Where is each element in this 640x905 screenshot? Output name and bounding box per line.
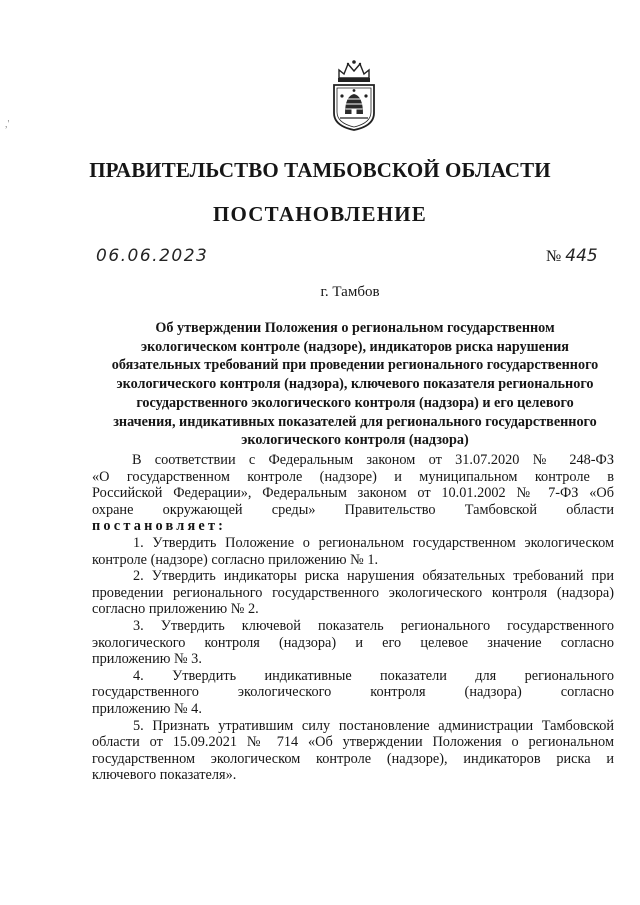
body-line: охране окружающей среды» Правительство Тамбовской области xyxy=(92,501,614,518)
document-heading xyxy=(90,319,620,450)
document-city: г. Тамбов xyxy=(320,284,380,300)
body-line: согласно приложению № 2. xyxy=(92,601,259,618)
document-date: 06.06.2023 xyxy=(96,246,209,266)
list-item-3 xyxy=(92,618,614,668)
heading-line: экологического контроля (надзора) xyxy=(241,432,469,449)
heading-line: значения, индикативных показателей для регионального государственного xyxy=(113,413,597,430)
list-item-5 xyxy=(92,718,614,784)
heading-line: экологическом контроле (надзоре), индикаторов риска нарушения xyxy=(141,338,569,355)
body-line: «О государственном контроле (надзоре) и муниципальном контроле в xyxy=(92,468,614,485)
document-number: 445 xyxy=(565,246,598,266)
body-line: государственного экологического контроля (надзора) согласно xyxy=(92,684,614,701)
heading-line: обязательных требований при проведении регионального государственного xyxy=(111,357,599,374)
body-line: проведении регионального государственного экологического контроля (надзора) xyxy=(92,584,614,601)
body-line: приложению № 3. xyxy=(92,651,202,668)
body-line: Российской Федерации», Федеральным законом от 10.01.2002 № 7-ФЗ «Об xyxy=(92,485,614,502)
document-body xyxy=(92,452,614,784)
body-line: области от 15.09.2021 № 714 «Об утверждении Положения о региональном xyxy=(92,734,614,751)
document-number-block xyxy=(546,246,598,266)
body-line: контроле (надзоре) согласно приложению № 1. xyxy=(92,551,379,568)
body-line: 2. Утвердить индикаторы риска нарушения обязательных требований при xyxy=(133,568,614,585)
decree-word: постановляет: xyxy=(92,518,227,535)
heading-line: государственного экологического контроля (надзора) и его целевого xyxy=(136,394,574,411)
heading-line: экологического контроля (надзора), ключевого показателя регионального xyxy=(116,376,594,393)
list-item-2 xyxy=(92,568,614,618)
list-item-4 xyxy=(92,668,614,718)
document-type: ПОСТАНОВЛЕНИЕ xyxy=(212,202,428,226)
tambov-region-coat-of-arms-icon xyxy=(328,58,380,132)
organization-title: ПРАВИТЕЛЬСТВО ТАМБОВСКОЙ ОБЛАСТИ xyxy=(89,158,551,182)
body-line: В соответствии с Федеральным законом от 31.07.2020 № 248-ФЗ xyxy=(132,452,614,468)
body-line: государственном экологическом контроле (надзоре), индикаторов риска и xyxy=(92,750,614,767)
body-line: 1. Утвердить Положение о региональном государственном экологическом xyxy=(133,534,614,551)
body-line: 4. Утвердить индикативные показатели для регионального xyxy=(133,667,614,684)
heading-line: Об утверждении Положения о региональном государственном xyxy=(155,320,555,336)
body-line: приложению № 4. xyxy=(92,700,202,717)
intro-paragraph xyxy=(92,452,614,535)
body-line: экологического контроля (надзора) и его целевое значение согласно xyxy=(92,634,614,651)
body-line: 5. Признать утратившим силу постановление администрации Тамбовской xyxy=(133,717,614,734)
number-label: № xyxy=(546,248,562,265)
body-line: 3. Утвердить ключевой показатель регионального государственного xyxy=(133,617,614,634)
scan-artifact-mark: ,' xyxy=(5,119,10,130)
list-item-1 xyxy=(92,535,614,568)
body-line: ключевого показателя». xyxy=(92,767,237,784)
